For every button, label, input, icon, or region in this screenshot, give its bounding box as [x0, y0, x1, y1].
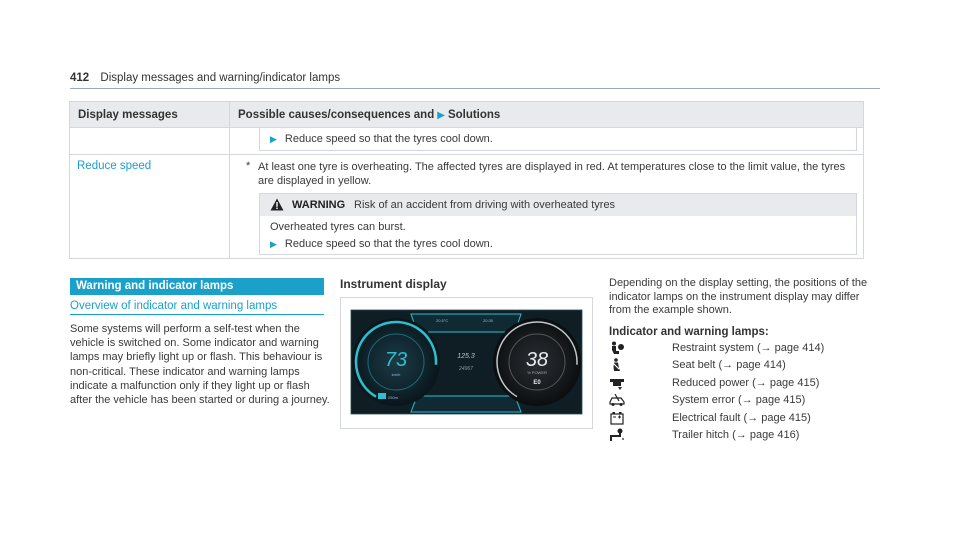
- table-header: [70, 102, 863, 128]
- warning-label: WARNING: [292, 199, 346, 211]
- top-right-time: 20:30: [483, 318, 494, 323]
- message-reduce-speed: Reduce speed: [77, 160, 152, 172]
- lamp-label-trailer-hitch: Trailer hitch (→ page 416): [672, 429, 800, 441]
- center-odometer: 125.3: [457, 353, 475, 360]
- column-header-solutions: Solutions: [447, 109, 501, 121]
- lamp-label-seat-belt: Seat belt (→ page 414): [672, 359, 786, 371]
- column-divider: [229, 102, 230, 258]
- instrument-cluster-illustration: [341, 298, 592, 428]
- left-gauge-value: 73: [384, 349, 408, 371]
- restraint-system-icon: [609, 341, 625, 355]
- right-gauge-value: 38: [525, 349, 549, 371]
- section-heading: Warning and indicator lamps: [70, 278, 324, 295]
- arrow-right-icon: ▶: [270, 134, 277, 144]
- top-left-temperature: 20.5°C: [436, 318, 449, 323]
- lamp-label-restraint: Restraint system (→ page 414): [672, 342, 825, 354]
- reduced-power-icon: [609, 376, 625, 390]
- cause-text: At least one tyre is overheating. The affected tyres are displayed in red. At temperatures close to the limit value, the tyres are displayed in yellow.: [258, 161, 846, 187]
- center-trip: 24967: [459, 366, 473, 372]
- instrument-display-image: [340, 297, 593, 429]
- page-title: Display messages and warning/indicator lamps: [100, 72, 341, 84]
- lamp-label-system-error: System error (→ page 415): [672, 394, 806, 406]
- section-subheading: Overview of indicator and warning lamps: [70, 300, 278, 312]
- row-divider: [70, 154, 863, 155]
- warning-solution-line: [270, 238, 493, 250]
- display-messages-table: [69, 101, 864, 259]
- page-header: [70, 72, 340, 84]
- bottom-left-distance: 250m: [388, 395, 399, 400]
- right-gauge-mode: E0: [533, 380, 541, 386]
- column-header-messages: Display messages: [78, 109, 178, 121]
- seat-belt-icon: [609, 358, 625, 372]
- trailer-hitch-icon: [609, 428, 625, 442]
- arrow-right-icon: ▶: [270, 239, 277, 249]
- system-error-icon: [609, 393, 625, 407]
- electrical-fault-icon: [609, 411, 625, 425]
- left-gauge-unit: km/h: [391, 372, 401, 377]
- solution-text: Reduce speed so that the tyres cool down.: [284, 133, 493, 145]
- indicator-heading: Indicator and warning lamps:: [609, 326, 769, 338]
- warning-triangle-icon: [270, 198, 284, 211]
- instrument-heading: Instrument display: [340, 277, 447, 291]
- page-number: 412: [70, 72, 90, 84]
- column-header-causes: [238, 109, 500, 121]
- header-divider: [70, 88, 880, 89]
- column-header-causes-text: Possible causes/consequences and: [238, 109, 435, 121]
- warning-box: [259, 193, 857, 255]
- solution-box: [259, 127, 857, 151]
- right-gauge-unit: % POWER: [527, 370, 547, 375]
- subheading-rule: [70, 314, 324, 315]
- arrow-right-icon: ▶: [437, 110, 445, 121]
- warning-header: [260, 194, 856, 216]
- warning-consequence: Overheated tyres can burst.: [270, 221, 406, 233]
- cause-marker: *: [246, 160, 251, 172]
- warning-solution: Reduce speed so that the tyres cool down.: [284, 238, 493, 250]
- lamp-label-electrical-fault: Electrical fault (→ page 415): [672, 412, 811, 424]
- warning-risk: Risk of an accident from driving with overheated tyres: [354, 199, 616, 211]
- lamp-label-reduced-power: Reduced power (→ page 415): [672, 377, 820, 389]
- solution-line: [270, 133, 493, 145]
- section-body: Some systems will perform a self-test when the vehicle is switched on. Some indicator and warning lamps may briefly light up or flash. This behaviour is non-critical. These indicator and warning lamps indicate a malfunction only if they light up or flash after the vehicle has been started or during a journey.: [70, 323, 330, 407]
- indicator-intro: Depending on the display setting, the positions of the indicator lamps on the instrument display may differ from the example shown.: [609, 277, 868, 316]
